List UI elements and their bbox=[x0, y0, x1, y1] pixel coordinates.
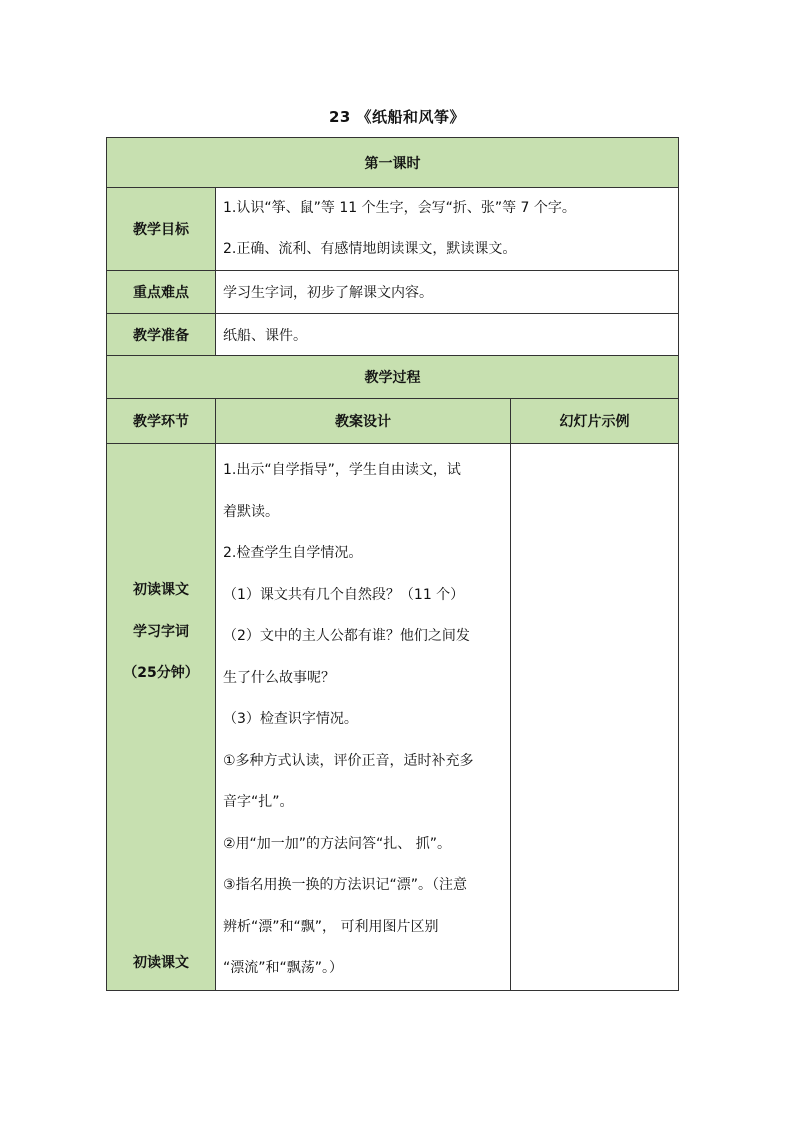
process-row bbox=[107, 356, 679, 399]
stage-cell bbox=[107, 444, 216, 991]
design-line: ②用“加一加”的方法问答“扎、 抓”。 bbox=[223, 835, 452, 852]
design-line: 1.出示“自学指导”，学生自由读文，试 bbox=[223, 462, 461, 478]
design-line: （2）文中的主人公都有谁？他们之间发 bbox=[223, 628, 470, 644]
process-header: 教学过程 bbox=[107, 356, 679, 399]
design-cell bbox=[216, 444, 511, 991]
design-line: 音字“扎”。 bbox=[223, 794, 294, 810]
design-line: ①多种方式认读，评价正音，适时补充多 bbox=[223, 752, 474, 769]
stage-row bbox=[107, 444, 679, 991]
column-header-design: 教案设计 bbox=[216, 399, 511, 444]
design-line: （3）检查识字情况。 bbox=[223, 711, 358, 727]
goals-content bbox=[216, 188, 679, 271]
design-line: 辨析“漂”和“飘”， 可利用图片区别 bbox=[223, 918, 439, 935]
slides-cell bbox=[511, 444, 679, 991]
design-line: “漂流”和“飘荡”。） bbox=[223, 960, 344, 976]
design-line: 着默读。 bbox=[223, 503, 279, 520]
goals-row bbox=[107, 188, 679, 271]
key-points-label: 重点难点 bbox=[107, 271, 216, 314]
page-title: 23 《纸船和风筝》 bbox=[328, 108, 466, 126]
key-points-text: 学习生字词，初步了解课文内容。 bbox=[216, 271, 679, 314]
design-line: 生了什么故事呢？ bbox=[223, 669, 335, 686]
first-lesson-header: 第一课时 bbox=[107, 138, 679, 188]
design-line: （1）课文共有几个自然段？（11 个） bbox=[223, 586, 465, 603]
goal-item: 2.正确、流利、有感情地朗读课文，默读课文。 bbox=[223, 241, 517, 257]
stage-line: 学习字词 bbox=[133, 623, 189, 640]
design-line: 2.检查学生自学情况。 bbox=[223, 545, 363, 561]
column-header-slides: 幻灯片示例 bbox=[511, 399, 679, 444]
preparation-row bbox=[107, 314, 679, 356]
lesson-plan-table bbox=[106, 137, 679, 991]
goals-label: 教学目标 bbox=[107, 188, 216, 271]
preparation-text: 纸船、课件。 bbox=[216, 314, 679, 356]
stage-line: 初读课文 bbox=[133, 582, 189, 598]
stage-footer: 初读课文 bbox=[133, 955, 189, 971]
first-lesson-row bbox=[107, 138, 679, 188]
goal-item: 1.认识“筝、鼠”等 11 个生字，会写“折、张”等 7 个字。 bbox=[223, 200, 576, 216]
design-line: ③指名用换一换的方法识记“漂”。（注意 bbox=[223, 877, 468, 893]
stage-line: （25分钟） bbox=[123, 665, 199, 681]
key-points-row bbox=[107, 271, 679, 314]
column-header-stage: 教学环节 bbox=[107, 399, 216, 444]
column-header-row bbox=[107, 399, 679, 444]
preparation-label: 教学准备 bbox=[107, 314, 216, 356]
